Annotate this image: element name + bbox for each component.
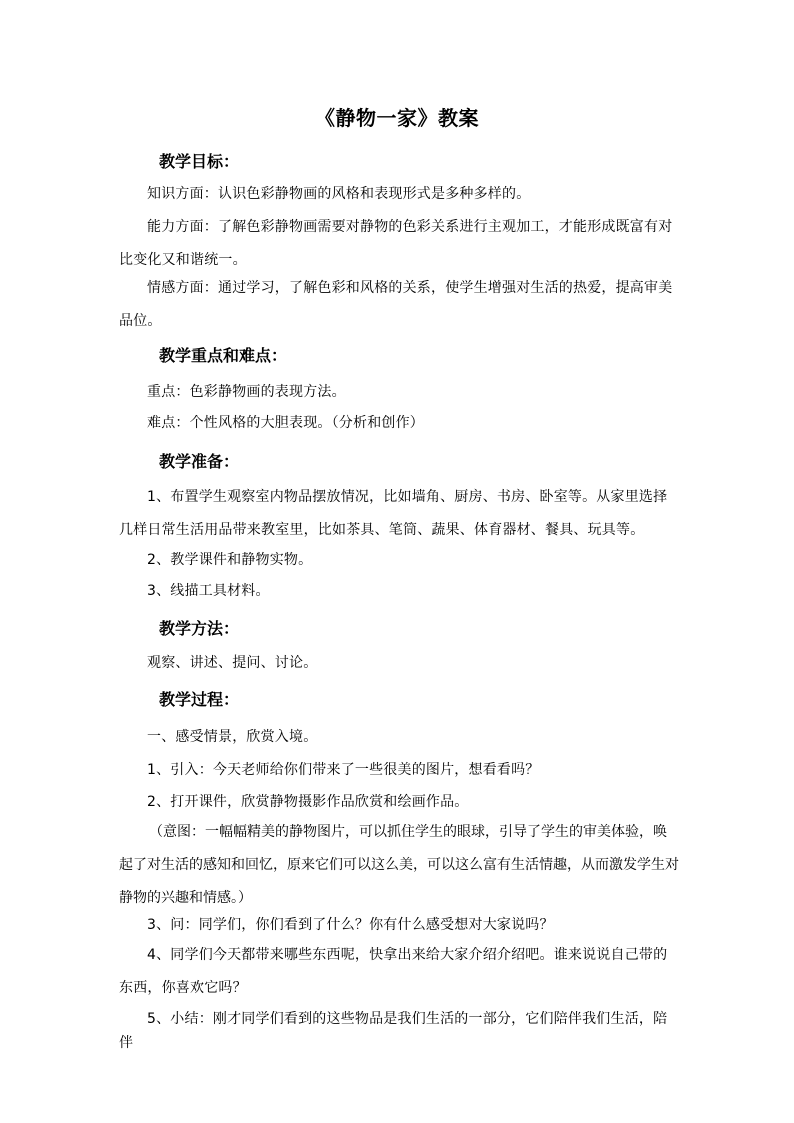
heading-process: 教学过程： — [159, 690, 240, 709]
paragraph-process-step2: 2、打开课件，欣赏静物摄影作品欣赏和绘画作品。 — [147, 794, 469, 810]
paragraph-process-step1: 1、引入：今天老师给你们带来了一些很美的图片，想看看吗？ — [147, 762, 540, 778]
paragraph-process-intent: （意图：一幅幅精美的静物图片，可以抓住学生的眼球，引导了学生的审美体验，唤起了对生活的感知和回忆，原来它们可以这么美，可以这么富有生活情趣，从而激发学生对静物的兴趣和情感。） — [119, 824, 679, 906]
paragraph-process-step3: 3、问：同学们，你们看到了什么？你有什么感受想对大家说吗？ — [147, 917, 554, 933]
paragraph-methods: 观察、讲述、提问、讨论。 — [147, 655, 318, 671]
heading-methods: 教学方法： — [159, 619, 240, 638]
paragraph-process-step5: 5、小结：刚才同学们看到的这些物品是我们生活的一部分，它们陪伴我们生活，陪伴 — [119, 1011, 668, 1051]
paragraph-process-step4: 4、同学们今天都带来哪些东西呢，快拿出来给大家介绍介绍吧。谁来说说自己带的东西，你喜欢它吗？ — [119, 947, 668, 996]
paragraph-preparation-2: 2、教学课件和静物实物。 — [147, 552, 313, 568]
heading-preparation: 教学准备： — [159, 452, 240, 471]
paragraph-knowledge-goal: 知识方面：认识色彩静物画的风格和表现形式是多种多样的。 — [147, 186, 531, 202]
paragraph-preparation-1: 1、布置学生观察室内物品摆放情况，比如墙角、厨房、书房、卧室等。从家里选择几样日常生活用品带来教室里，比如茶具、笔筒、蔬果、体育器材、餐具、玩具等。 — [119, 489, 668, 538]
paragraph-difficult-point: 难点：个性风格的大胆表现。（分析和创作） — [147, 415, 424, 431]
paragraph-ability-goal: 能力方面：了解色彩静物画需要对静物的色彩关系进行主观加工，才能形成既富有对比变化又和谐统一。 — [119, 219, 673, 268]
document-title: 《静物一家》教案 — [315, 106, 479, 130]
heading-key-points: 教学重点和难点： — [159, 346, 288, 365]
paragraph-key-point: 重点：色彩静物画的表现方法。 — [147, 384, 346, 400]
paragraph-process-part1: 一、感受情景，欣赏入境。 — [147, 729, 318, 745]
heading-teaching-goals: 教学目标： — [159, 152, 240, 171]
paragraph-preparation-3: 3、线描工具材料。 — [147, 583, 270, 599]
paragraph-emotion-goal: 情感方面：通过学习，了解色彩和风格的关系，使学生增强对生活的热爱，提高审美品位。 — [119, 280, 673, 329]
